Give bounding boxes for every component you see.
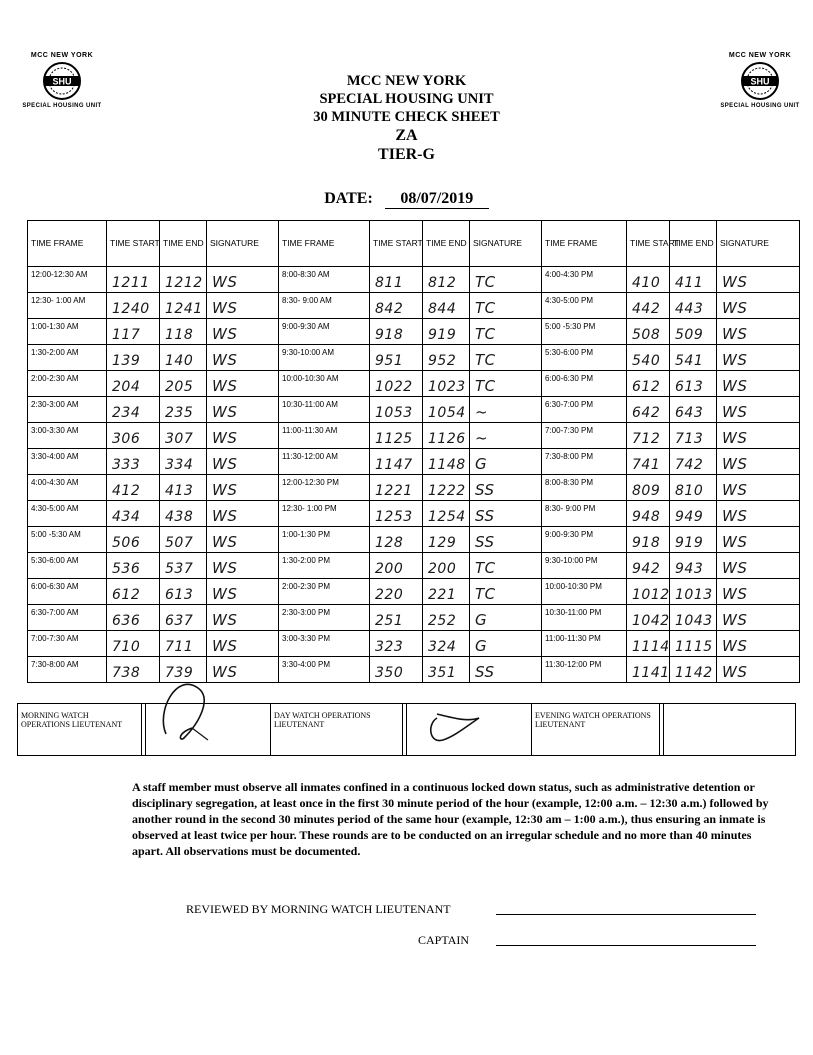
table-row — [28, 527, 800, 553]
time-end-cell[interactable]: 613 — [160, 579, 207, 605]
table-row — [28, 631, 800, 657]
time-start-cell[interactable]: 1221 — [370, 475, 423, 501]
time-end-cell[interactable]: 1115 — [670, 631, 717, 657]
time-start-cell[interactable]: 540 — [627, 345, 670, 371]
time-end-cell[interactable]: 1254 — [423, 501, 470, 527]
time-frame-cell: 9:00-9:30 AM — [279, 319, 370, 345]
time-end-cell[interactable]: 252 — [423, 605, 470, 631]
time-frame-cell: 5:00 -5:30 AM — [28, 527, 107, 553]
time-end-cell[interactable]: 200 — [423, 553, 470, 579]
time-end-cell[interactable]: 919 — [423, 319, 470, 345]
time-start-cell[interactable]: 918 — [370, 319, 423, 345]
signature-cell[interactable]: SS — [470, 527, 542, 553]
evening-watch-signature[interactable] — [664, 704, 796, 756]
signature-cell[interactable]: WS — [207, 371, 279, 397]
time-frame-cell: 4:00-4:30 PM — [542, 267, 627, 293]
time-end-cell[interactable]: 324 — [423, 631, 470, 657]
time-start-cell[interactable]: 1042 — [627, 605, 670, 631]
signature-cell[interactable]: WS — [207, 345, 279, 371]
column-header: TIME START — [627, 221, 670, 267]
time-end-cell[interactable]: 943 — [670, 553, 717, 579]
signature-cell[interactable]: TC — [470, 293, 542, 319]
signature-cell[interactable]: WS — [717, 605, 800, 631]
time-frame-cell: 10:30-11:00 AM — [279, 397, 370, 423]
time-end-cell[interactable]: 411 — [670, 267, 717, 293]
time-frame-cell: 1:00-1:30 AM — [28, 319, 107, 345]
table-row — [28, 475, 800, 501]
signature-cell[interactable]: WS — [717, 579, 800, 605]
signature-cell[interactable]: WS — [717, 553, 800, 579]
time-end-cell[interactable]: 713 — [670, 423, 717, 449]
time-frame-cell: 7:00-7:30 AM — [28, 631, 107, 657]
signature-cell[interactable]: SS — [470, 657, 542, 683]
column-header: TIME START — [107, 221, 160, 267]
time-start-cell[interactable]: 951 — [370, 345, 423, 371]
time-frame-cell: 9:00-9:30 PM — [542, 527, 627, 553]
signature-cell[interactable]: WS — [207, 475, 279, 501]
time-frame-cell: 4:30-5:00 PM — [542, 293, 627, 319]
day-watch-signature[interactable] — [407, 704, 532, 756]
time-start-cell[interactable]: 612 — [107, 579, 160, 605]
signature-cell[interactable]: G — [470, 631, 542, 657]
signature-cell[interactable]: G — [470, 449, 542, 475]
table-row — [28, 293, 800, 319]
time-frame-cell: 9:30-10:00 AM — [279, 345, 370, 371]
time-start-cell[interactable]: 204 — [107, 371, 160, 397]
time-end-cell[interactable]: 1043 — [670, 605, 717, 631]
morning-review-signature-line[interactable] — [496, 914, 756, 915]
time-end-cell[interactable]: 711 — [160, 631, 207, 657]
header-tier: TIER-G — [378, 146, 435, 163]
time-end-cell[interactable]: 221 — [423, 579, 470, 605]
time-frame-cell: 6:00-6:30 PM — [542, 371, 627, 397]
signature-cell[interactable]: WS — [717, 501, 800, 527]
time-frame-cell: 11:30-12:00 AM — [279, 449, 370, 475]
signature-cell[interactable]: WS — [207, 605, 279, 631]
time-start-cell[interactable]: 350 — [370, 657, 423, 683]
time-end-cell[interactable]: 739 — [160, 657, 207, 683]
time-frame-cell: 10:00-10:30 AM — [279, 371, 370, 397]
time-start-cell[interactable]: 636 — [107, 605, 160, 631]
table-row — [28, 397, 800, 423]
time-frame-cell: 6:30-7:00 PM — [542, 397, 627, 423]
time-frame-cell: 10:30-11:00 PM — [542, 605, 627, 631]
time-frame-cell: 8:30- 9:00 AM — [279, 293, 370, 319]
time-start-cell[interactable]: 442 — [627, 293, 670, 319]
signature-cell[interactable]: WS — [717, 345, 800, 371]
time-frame-cell: 3:00-3:30 PM — [279, 631, 370, 657]
table-row — [28, 657, 800, 683]
signature-cell[interactable]: TC — [470, 267, 542, 293]
signature-cell[interactable]: WS — [207, 527, 279, 553]
time-end-cell[interactable]: 1126 — [423, 423, 470, 449]
time-start-cell[interactable]: 612 — [627, 371, 670, 397]
logo-top-text: MCC NEW YORK — [30, 52, 94, 59]
table-row — [28, 605, 800, 631]
time-start-cell[interactable]: 333 — [107, 449, 160, 475]
time-start-cell[interactable]: 410 — [627, 267, 670, 293]
time-start-cell[interactable]: 220 — [370, 579, 423, 605]
signature-cell[interactable]: ~ — [470, 397, 542, 423]
signature-cell[interactable]: ~ — [470, 423, 542, 449]
signature-cell[interactable]: WS — [717, 371, 800, 397]
time-start-cell[interactable]: 306 — [107, 423, 160, 449]
time-frame-cell: 4:30-5:00 AM — [28, 501, 107, 527]
time-frame-cell: 7:30-8:00 AM — [28, 657, 107, 683]
time-end-cell[interactable]: 140 — [160, 345, 207, 371]
header-line-1: MCC NEW YORK — [346, 73, 467, 89]
time-frame-cell: 9:30-10:00 PM — [542, 553, 627, 579]
time-frame-cell: 3:30-4:00 PM — [279, 657, 370, 683]
table-row — [28, 319, 800, 345]
time-start-cell[interactable]: 1012 — [627, 579, 670, 605]
time-end-cell[interactable]: 1142 — [670, 657, 717, 683]
time-start-cell[interactable]: 811 — [370, 267, 423, 293]
time-start-cell[interactable]: 200 — [370, 553, 423, 579]
watch-signature-table — [17, 703, 796, 756]
column-header: TIME FRAME — [542, 221, 627, 267]
time-frame-cell: 5:30-6:00 PM — [542, 345, 627, 371]
logo-bottom-text: SPECIAL HOUSING UNIT — [22, 103, 102, 109]
time-frame-cell: 1:30-2:00 AM — [28, 345, 107, 371]
time-start-cell[interactable]: 1053 — [370, 397, 423, 423]
captain-label: CAPTAIN — [418, 933, 470, 947]
column-header: SIGNATURE — [470, 221, 542, 267]
time-start-cell[interactable]: 323 — [370, 631, 423, 657]
time-end-cell[interactable]: 1212 — [160, 267, 207, 293]
time-start-cell[interactable]: 506 — [107, 527, 160, 553]
time-end-cell[interactable]: 537 — [160, 553, 207, 579]
time-end-cell[interactable]: 541 — [670, 345, 717, 371]
time-start-cell[interactable]: 1240 — [107, 293, 160, 319]
logo-center-text: SHU — [750, 76, 770, 87]
time-end-cell[interactable]: 949 — [670, 501, 717, 527]
time-frame-cell: 2:30-3:00 AM — [28, 397, 107, 423]
signature-cell[interactable]: G — [470, 605, 542, 631]
date-value: 08/07/2019 — [385, 190, 489, 209]
signature-cell[interactable]: TC — [470, 553, 542, 579]
table-row — [28, 449, 800, 475]
signature-cell[interactable]: WS — [717, 657, 800, 683]
time-end-cell[interactable]: 919 — [670, 527, 717, 553]
captain-signature-line[interactable] — [496, 945, 756, 946]
time-frame-cell: 3:30-4:00 AM — [28, 449, 107, 475]
time-end-cell[interactable]: 1241 — [160, 293, 207, 319]
time-end-cell[interactable]: 1023 — [423, 371, 470, 397]
time-frame-cell: 6:30-7:00 AM — [28, 605, 107, 631]
logo-bottom-text: SPECIAL HOUSING UNIT — [720, 103, 800, 109]
time-start-cell[interactable]: 712 — [627, 423, 670, 449]
time-start-cell[interactable]: 710 — [107, 631, 160, 657]
column-header: SIGNATURE — [207, 221, 279, 267]
time-frame-cell: 11:30-12:00 PM — [542, 657, 627, 683]
date-label: DATE: — [324, 190, 373, 207]
time-end-cell[interactable]: 812 — [423, 267, 470, 293]
time-frame-cell: 8:00-8:30 PM — [542, 475, 627, 501]
time-start-cell[interactable]: 412 — [107, 475, 160, 501]
time-frame-cell: 7:00-7:30 PM — [542, 423, 627, 449]
signature-cell[interactable]: WS — [207, 657, 279, 683]
time-end-cell[interactable]: 810 — [670, 475, 717, 501]
time-end-cell[interactable]: 1222 — [423, 475, 470, 501]
signature-cell[interactable]: WS — [717, 319, 800, 345]
time-frame-cell: 1:30-2:00 PM — [279, 553, 370, 579]
time-frame-cell: 7:30-8:00 PM — [542, 449, 627, 475]
signature-cell[interactable]: SS — [470, 475, 542, 501]
time-frame-cell: 8:00-8:30 AM — [279, 267, 370, 293]
date-line — [0, 190, 813, 209]
logo-top-text: MCC NEW YORK — [728, 52, 792, 59]
morning-watch-label: MORNING WATCH OPERATIONS LIEUTENANT — [18, 704, 142, 756]
time-end-cell[interactable]: 205 — [160, 371, 207, 397]
signature-cell[interactable]: WS — [717, 449, 800, 475]
signature-cell[interactable]: WS — [717, 397, 800, 423]
time-start-cell[interactable]: 536 — [107, 553, 160, 579]
time-start-cell[interactable]: 434 — [107, 501, 160, 527]
signature-cell[interactable]: SS — [470, 501, 542, 527]
time-frame-cell: 1:00-1:30 PM — [279, 527, 370, 553]
time-frame-cell: 11:00-11:30 AM — [279, 423, 370, 449]
column-header: TIME END — [160, 221, 207, 267]
signature-cell[interactable]: WS — [717, 527, 800, 553]
column-header: TIME FRAME — [28, 221, 107, 267]
time-end-cell[interactable]: 1013 — [670, 579, 717, 605]
header-line-3: 30 MINUTE CHECK SHEET — [313, 109, 500, 125]
document-header — [0, 72, 813, 164]
signature-cell[interactable]: WS — [207, 267, 279, 293]
day-watch-label: DAY WATCH OPERATIONS LIEUTENANT — [271, 704, 403, 756]
signature-cell[interactable]: WS — [717, 423, 800, 449]
time-end-cell[interactable]: 1148 — [423, 449, 470, 475]
time-frame-cell: 5:00 -5:30 PM — [542, 319, 627, 345]
time-end-cell[interactable]: 742 — [670, 449, 717, 475]
column-header: TIME START — [370, 221, 423, 267]
time-end-cell[interactable]: 844 — [423, 293, 470, 319]
time-frame-cell: 12:00-12:30 PM — [279, 475, 370, 501]
time-start-cell[interactable]: 508 — [627, 319, 670, 345]
signature-cell[interactable]: TC — [470, 345, 542, 371]
time-start-cell[interactable]: 117 — [107, 319, 160, 345]
time-frame-cell: 2:00-2:30 AM — [28, 371, 107, 397]
table-row — [28, 579, 800, 605]
time-start-cell[interactable]: 738 — [107, 657, 160, 683]
time-start-cell[interactable]: 1141 — [627, 657, 670, 683]
signature-cell[interactable]: TC — [470, 319, 542, 345]
morning-signature-icon — [146, 682, 271, 744]
time-start-cell[interactable]: 1114 — [627, 631, 670, 657]
signature-cell[interactable]: WS — [717, 267, 800, 293]
column-header: TIME END — [670, 221, 717, 267]
time-start-cell[interactable]: 918 — [627, 527, 670, 553]
signature-cell[interactable]: WS — [717, 475, 800, 501]
table-row — [28, 423, 800, 449]
time-end-cell[interactable]: 509 — [670, 319, 717, 345]
signature-cell[interactable]: TC — [470, 579, 542, 605]
time-end-cell[interactable]: 1054 — [423, 397, 470, 423]
time-end-cell[interactable]: 507 — [160, 527, 207, 553]
time-end-cell[interactable]: 334 — [160, 449, 207, 475]
signature-cell[interactable]: WS — [207, 579, 279, 605]
time-frame-cell: 2:30-3:00 PM — [279, 605, 370, 631]
time-frame-cell: 4:00-4:30 AM — [28, 475, 107, 501]
header-unit: ZA — [395, 127, 418, 144]
table-row — [28, 267, 800, 293]
column-header: TIME END — [423, 221, 470, 267]
morning-watch-signature[interactable] — [146, 704, 271, 756]
time-end-cell[interactable]: 637 — [160, 605, 207, 631]
table-row — [28, 553, 800, 579]
table-row — [28, 371, 800, 397]
time-start-cell[interactable]: 1125 — [370, 423, 423, 449]
time-end-cell[interactable]: 235 — [160, 397, 207, 423]
time-frame-cell: 5:30-6:00 AM — [28, 553, 107, 579]
time-start-cell[interactable]: 942 — [627, 553, 670, 579]
signature-cell[interactable]: WS — [717, 631, 800, 657]
column-header: SIGNATURE — [717, 221, 800, 267]
signature-cell[interactable]: WS — [207, 553, 279, 579]
signature-cell[interactable]: WS — [207, 449, 279, 475]
time-start-cell[interactable]: 1211 — [107, 267, 160, 293]
time-start-cell[interactable]: 642 — [627, 397, 670, 423]
time-start-cell[interactable]: 139 — [107, 345, 160, 371]
signature-cell[interactable]: WS — [207, 423, 279, 449]
time-end-cell[interactable]: 351 — [423, 657, 470, 683]
time-end-cell[interactable]: 443 — [670, 293, 717, 319]
time-end-cell[interactable]: 307 — [160, 423, 207, 449]
time-end-cell[interactable]: 643 — [670, 397, 717, 423]
time-start-cell[interactable]: 741 — [627, 449, 670, 475]
column-header: TIME FRAME — [279, 221, 370, 267]
time-frame-cell: 8:30- 9:00 PM — [542, 501, 627, 527]
time-frame-cell: 3:00-3:30 AM — [28, 423, 107, 449]
time-frame-cell: 6:00-6:30 AM — [28, 579, 107, 605]
table-row — [28, 345, 800, 371]
time-frame-cell: 12:30- 1:00 PM — [279, 501, 370, 527]
time-end-cell[interactable]: 129 — [423, 527, 470, 553]
time-frame-cell: 12:00-12:30 AM — [28, 267, 107, 293]
logo-center-text: SHU — [52, 76, 72, 87]
time-start-cell[interactable]: 251 — [370, 605, 423, 631]
evening-watch-label: EVENING WATCH OPERATIONS LIEUTENANT — [532, 704, 660, 756]
time-start-cell[interactable]: 948 — [627, 501, 670, 527]
time-start-cell[interactable]: 1147 — [370, 449, 423, 475]
day-signature-icon — [407, 704, 532, 750]
time-start-cell[interactable]: 1253 — [370, 501, 423, 527]
time-frame-cell: 2:00-2:30 PM — [279, 579, 370, 605]
time-end-cell[interactable]: 438 — [160, 501, 207, 527]
check-sheet-table — [27, 220, 800, 683]
signature-cell[interactable]: WS — [207, 293, 279, 319]
table-header-row — [28, 221, 800, 267]
time-end-cell[interactable]: 413 — [160, 475, 207, 501]
time-end-cell[interactable]: 118 — [160, 319, 207, 345]
header-line-2: SPECIAL HOUSING UNIT — [319, 91, 494, 107]
signature-cell[interactable]: TC — [470, 371, 542, 397]
morning-review-label: REVIEWED BY MORNING WATCH LIEUTENANT — [186, 902, 451, 916]
time-start-cell[interactable]: 128 — [370, 527, 423, 553]
time-frame-cell: 11:00-11:30 PM — [542, 631, 627, 657]
signature-cell[interactable]: WS — [207, 319, 279, 345]
time-start-cell[interactable]: 1022 — [370, 371, 423, 397]
time-frame-cell: 12:30- 1:00 AM — [28, 293, 107, 319]
time-frame-cell: 10:00-10:30 PM — [542, 579, 627, 605]
signature-cell[interactable]: WS — [207, 631, 279, 657]
signature-cell[interactable]: WS — [207, 501, 279, 527]
table-row — [28, 501, 800, 527]
signature-cell[interactable]: WS — [207, 397, 279, 423]
time-start-cell[interactable]: 809 — [627, 475, 670, 501]
time-end-cell[interactable]: 952 — [423, 345, 470, 371]
time-start-cell[interactable]: 842 — [370, 293, 423, 319]
signature-cell[interactable]: WS — [717, 293, 800, 319]
policy-notice: A staff member must observe all inmates confined in a continuous locked down status, such as administrative detention or disciplinary segregation, at least once in the first 30 minute period of the hour (example, 12:00 a.m. – 12:30 a.m.) followed by another round in the second 30 minutes period of the same hour (example, 12:30 am – 1:00 a.m.), thus ensuring an inmate is observed at least twice per hour. These rounds are to be conducted on an irregular schedule and no more than 40 minutes apart. All observations must be documented. — [132, 780, 769, 858]
time-start-cell[interactable]: 234 — [107, 397, 160, 423]
time-end-cell[interactable]: 613 — [670, 371, 717, 397]
